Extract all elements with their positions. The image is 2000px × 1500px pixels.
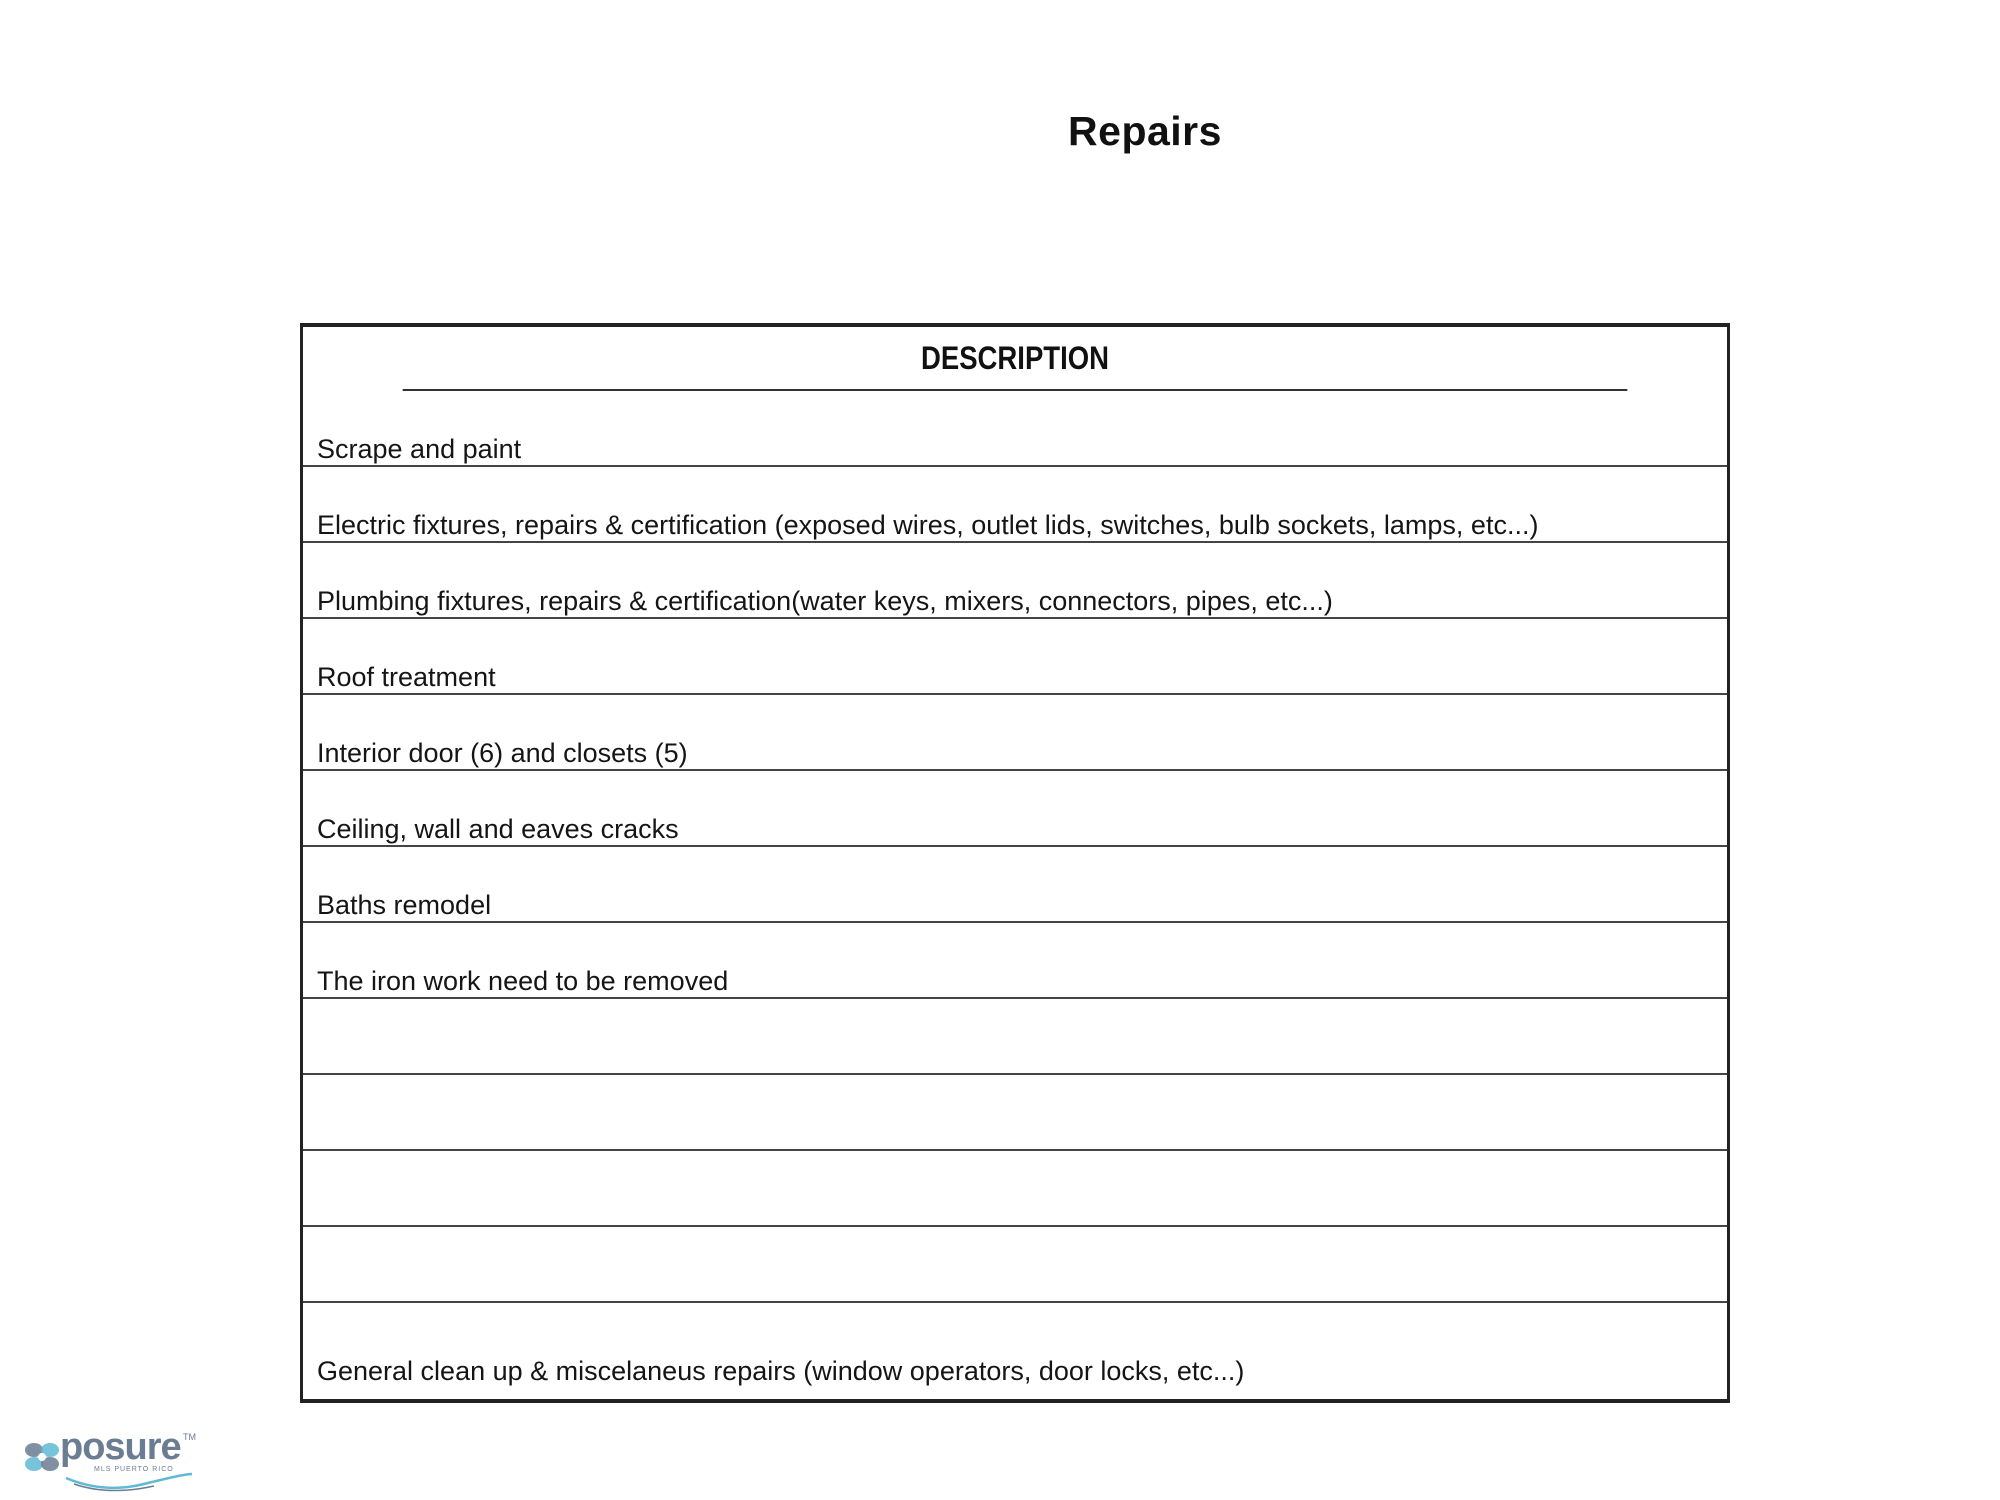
row-description: Scrape and paint	[317, 434, 522, 464]
table-row	[303, 619, 1727, 695]
logo-subtitle: MLS PUERTO RICO	[94, 1466, 174, 1473]
repairs-table	[300, 323, 1730, 1403]
logo-wordmark: posure	[60, 1426, 181, 1468]
table-row	[303, 1227, 1727, 1303]
row-description: Roof treatment	[317, 662, 496, 692]
xposure-logo	[22, 1426, 196, 1493]
table-header-description: DESCRIPTION	[403, 327, 1628, 391]
table-row	[303, 1151, 1727, 1227]
table-row	[303, 467, 1727, 543]
wave-icon	[64, 1472, 194, 1492]
row-description: General clean up & miscelaneus repairs (window operators, door locks, etc...)	[317, 1356, 1245, 1386]
row-description: Plumbing fixtures, repairs & certification(water keys, mixers, connectors, pipes, etc...)	[317, 586, 1333, 616]
table-row	[303, 771, 1727, 847]
row-description: Interior door (6) and closets (5)	[317, 738, 688, 768]
table-row	[303, 999, 1727, 1075]
table-row	[303, 847, 1727, 923]
table-row	[303, 543, 1727, 619]
row-description: Electric fixtures, repairs & certification (exposed wires, outlet lids, switches, bulb sockets, lamps, etc...)	[317, 510, 1539, 540]
logo-trademark: TM	[183, 1432, 196, 1442]
row-description: The iron work need to be removed	[317, 966, 729, 996]
table-row	[303, 391, 1727, 467]
page-title: Repairs	[1068, 108, 1222, 154]
row-description: Ceiling, wall and eaves cracks	[317, 814, 679, 844]
table-row	[303, 695, 1727, 771]
table-row	[303, 1075, 1727, 1151]
row-description: Baths remodel	[317, 890, 492, 920]
x-flower-icon	[22, 1440, 62, 1474]
table-row	[303, 923, 1727, 999]
table-row	[303, 1303, 1727, 1387]
